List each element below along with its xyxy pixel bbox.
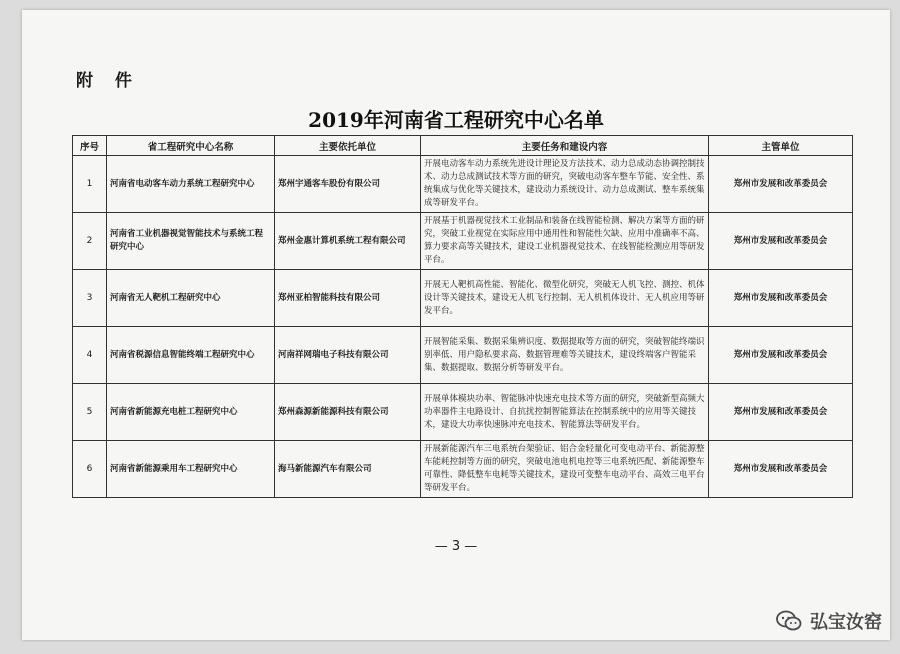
- column-header-dept: 主管单位: [709, 136, 853, 156]
- supervising-dept: 郑州市发展和改革委员会: [709, 213, 853, 270]
- watermark-text: 弘宝汝窑: [810, 612, 882, 633]
- supervising-dept: 郑州市发展和改革委员会: [709, 327, 853, 384]
- supervising-dept: 郑州市发展和改革委员会: [709, 156, 853, 213]
- center-name: 河南省新能源乘用车工程研究中心: [107, 441, 275, 498]
- engineering-center-table: [72, 135, 853, 498]
- page-number: — 3 —: [434, 539, 478, 554]
- table-row: [73, 270, 853, 327]
- host-unit: 海马新能源汽车有限公司: [275, 441, 421, 498]
- main-tasks: 开展电动客车动力系统先进设计理论及方法技术、动力总成动态协调控制技术、动力总成测试技术等方面的研究，突破电动客车整车节能、安全性、系统集成与优化等关键技术，建设动力系统设计、动力总成测试、整车系统集成等研发平台。: [421, 156, 709, 213]
- column-header-unit: 主要依托单位: [275, 136, 421, 156]
- main-tasks: 开展单体模块功率、智能脉冲快速充电技术等方面的研究，突破新型高频大功率器件主电路设计、自抗扰控制智能算法在控制系统中的应用等关键技术，建设大功率快速脉冲充电技术、智能算法等研发平台。: [421, 384, 709, 441]
- main-tasks: 开展基于机器视觉技术工业制品和装备在线智能检测、解决方案等方面的研究，突破工业视觉在实际应用中通用性和智能性欠缺、应用中准确率不高、算力要求高等关键技术，建设工业机器视觉技术、在线智能检测应用等研发平台。: [421, 213, 709, 270]
- wechat-icon: [776, 610, 802, 632]
- table-row: [73, 441, 853, 498]
- center-name: 河南省税源信息智能终端工程研究中心: [107, 327, 275, 384]
- main-tasks: 开展新能源汽车三电系统台架验证、铝合金轻量化可变电动平台、新能源整车能耗控制等方面的研究，突破电池电机电控等三电系统匹配、新能源整车可靠性、降低整车电耗等关键技术，建设可变整车电动平台、高效三电平台等研发平台。: [421, 441, 709, 498]
- row-number: 2: [73, 213, 107, 270]
- host-unit: 郑州金惠计算机系统工程有限公司: [275, 213, 421, 270]
- document-page: [22, 10, 890, 640]
- table-row: [73, 384, 853, 441]
- watermark: [776, 608, 882, 634]
- attachment-label: 附 件: [76, 71, 140, 91]
- supervising-dept: 郑州市发展和改革委员会: [709, 384, 853, 441]
- table-row: [73, 213, 853, 270]
- center-name: 河南省工业机器视觉智能技术与系统工程研究中心: [107, 213, 275, 270]
- host-unit: 郑州宇通客车股份有限公司: [275, 156, 421, 213]
- row-number: 6: [73, 441, 107, 498]
- row-number: 5: [73, 384, 107, 441]
- center-name: 河南省无人靶机工程研究中心: [107, 270, 275, 327]
- center-name: 河南省电动客车动力系统工程研究中心: [107, 156, 275, 213]
- table-row: [73, 156, 853, 213]
- host-unit: 郑州森源新能源科技有限公司: [275, 384, 421, 441]
- host-unit: 河南祥网瑞电子科技有限公司: [275, 327, 421, 384]
- column-header-no: 序号: [73, 136, 107, 156]
- row-number: 1: [73, 156, 107, 213]
- column-header-name: 省工程研究中心名称: [107, 136, 275, 156]
- page-title: 2019年河南省工程研究中心名单: [308, 108, 604, 132]
- supervising-dept: 郑州市发展和改革委员会: [709, 441, 853, 498]
- row-number: 3: [73, 270, 107, 327]
- host-unit: 郑州亚柏智能科技有限公司: [275, 270, 421, 327]
- supervising-dept: 郑州市发展和改革委员会: [709, 270, 853, 327]
- row-number: 4: [73, 327, 107, 384]
- main-tasks: 开展智能采集、数据采集辨识度、数据提取等方面的研究，突破智能终端识别率低、用户隐私要求高、数据管理难等关键技术，建设终端客户智能采集、数据提取、数据分析等研发平台。: [421, 327, 709, 384]
- table-header-row: [73, 136, 853, 156]
- column-header-tasks: 主要任务和建设内容: [421, 136, 709, 156]
- main-tasks: 开展无人靶机高性能、智能化、微型化研究，突破无人机飞控、测控、机体设计等关键技术，建设无人机飞行控制、无人机机体设计、无人机应用等研发平台。: [421, 270, 709, 327]
- center-name: 河南省新能源充电桩工程研究中心: [107, 384, 275, 441]
- table-row: [73, 327, 853, 384]
